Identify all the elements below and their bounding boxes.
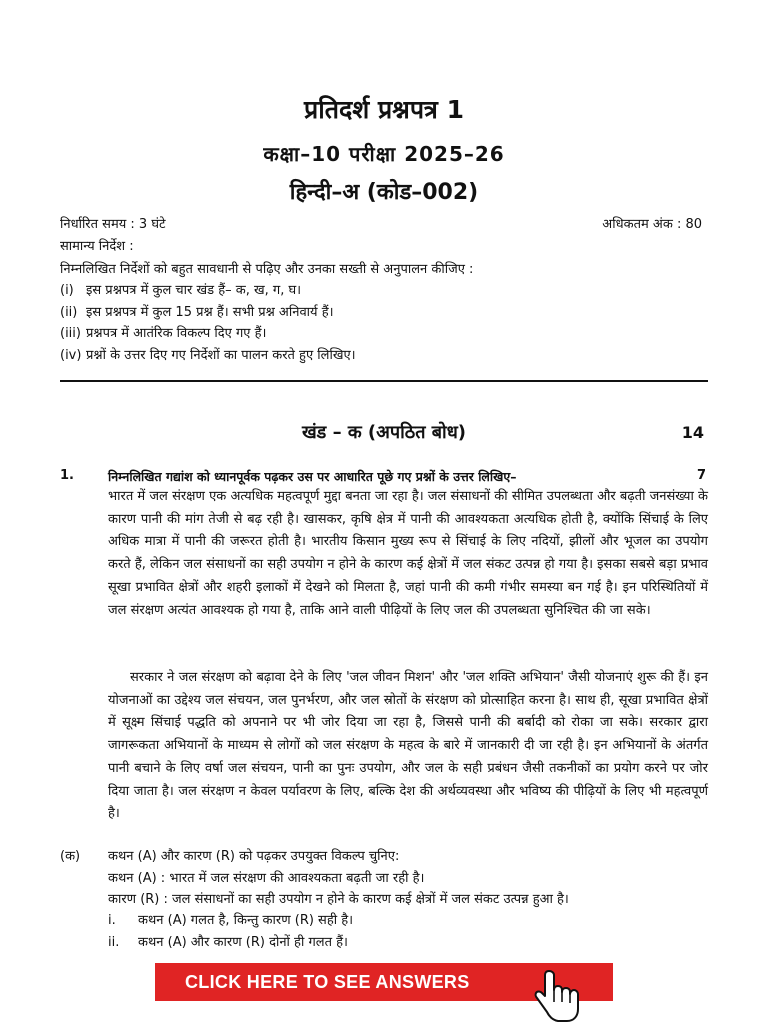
option-number: i.	[108, 913, 116, 928]
section-marks: 14	[681, 423, 704, 442]
option-text: कथन (A) गलत है, किन्तु कारण (R) सही है।	[138, 913, 354, 928]
instruction-item	[60, 302, 710, 320]
passage-paragraph-1: भारत में जल संरक्षण एक अत्यधिक महत्वपूर्ण मुद्दा बनता जा रहा है। जल संसाधनों की सीमित उपलब्धता और बढ़ती जनसंख्या के कारण पानी की मांग तेजी से बढ़ रही है। खासकर, कृषि क्षेत्र में पानी की आवश्यकता अत्यधिक होती है, क्योंकि सिंचाई के लिए अधिक मात्रा में पानी की जरूरत होती है। भारतीय किसान मुख्य रूप से सिंचाई के लिए नदियों, झीलों और भूजल का उपयोग करते हैं, लेकिन जल संसाधनों का सही उपयोग न होने के कारण कई क्षेत्रों में जल संकट उत्पन्न हो गया है। इसका सबसे बड़ा प्रभाव सूखा प्रभावित क्षेत्रों और शहरी इलाकों में देखने को मिलता है, जहां पानी की कमी गंभीर समस्या बन गई है। इन परिस्थितियों में जल संरक्षण अत्यंत आवश्यक हो गया है, ताकि आने वाली पीढ़ियों के लिए जल की उपलब्धता सुनिश्चित की जा सके।	[108, 489, 708, 618]
see-answers-button[interactable]: CLICK HERE TO SEE ANSWERS	[155, 963, 613, 1001]
subquestion-label: (क)	[60, 849, 81, 864]
pointer-hand-icon[interactable]	[534, 968, 582, 1024]
time-allowed: निर्धारित समय : 3 घंटे	[60, 217, 166, 232]
instruction-text: इस प्रश्नपत्र में कुल चार खंड हैं– क, ख, ग, घ।	[86, 283, 302, 298]
general-instructions-heading: सामान्य निर्देश :	[60, 239, 134, 254]
section-title: खंड – क (अपठित बोध)	[301, 422, 467, 443]
passage-paragraph-2: सरकार ने जल संरक्षण को बढ़ावा देने के लिए 'जल जीवन मिशन' और 'जल शक्ति अभियान' जैसी योजनाएं शुरू की हैं। इन योजनाओं का उद्देश्य जल संचयन, जल पुनर्भरण, और जल स्रोतों के संरक्षण को प्रोत्साहित करना है। साथ ही, सूखा प्रभावित क्षेत्रों में सूक्ष्म सिंचाई पद्धति को अपनाने पर भी जोर दिया जा रहा है, जिससे पानी की बर्बादी को रोका जा सके। सरकार द्वारा जागरूकता अभियानों के माध्यम से लोगों को जल संरक्षण के महत्व के बारे में जानकारी दी जा रही है। इन अभियानों के अंतर्गत पानी बचाने के लिए वर्षा जल संचयन, पानी का पुनः उपयोग, और जल के सही प्रबंधन जैसी तकनीकों का प्रयोग करने पर जोर दिया जाता है। जल संरक्षण न केवल पर्यावरण के लिए, बल्कि देश की अर्थव्यवस्था और भविष्य की पीढ़ियों के लिए भी महत्वपूर्ण है।	[108, 670, 708, 822]
instruction-number: (ii)	[60, 305, 78, 320]
assertion-statement: कथन (A) : भारत में जल संरक्षण की आवश्यकता बढ़ती जा रही है।	[108, 871, 425, 886]
question-text: निम्नलिखित गद्यांश को ध्यानपूर्वक पढ़कर उस पर आधारित पूछे गए प्रश्नों के उत्तर लिखिए–	[108, 469, 517, 484]
subject-title: हिन्दी–अ (कोड–002)	[289, 180, 479, 205]
instruction-text: प्रश्नों के उत्तर दिए गए निर्देशों का पालन करते हुए लिखिए।	[86, 348, 356, 363]
instruction-item	[60, 345, 710, 363]
option-text: कथन (A) और कारण (R) दोनों ही गलत हैं।	[138, 935, 348, 950]
reason-statement: कारण (R) : जल संसाधनों का सही उपयोग न होने के कारण कई क्षेत्रों में जल संकट उत्पन्न हुआ है।	[108, 892, 569, 907]
max-marks: अधिकतम अंक : 80	[602, 217, 702, 232]
instruction-number: (iii)	[60, 326, 81, 341]
instruction-item	[60, 323, 710, 341]
divider	[60, 380, 708, 382]
answer-option	[108, 932, 348, 950]
instruction-text: प्रश्नपत्र में आतंरिक विकल्प दिए गए हैं।	[86, 326, 267, 341]
instruction-text: इस प्रश्नपत्र में कुल 15 प्रश्न हैं। सभी प्रश्न अनिवार्य हैं।	[86, 305, 334, 320]
subquestion-prompt: कथन (A) और कारण (R) को पढ़कर उपयुक्त विकल्प चुनिए:	[108, 849, 400, 864]
answer-option	[108, 910, 353, 928]
paper-title: प्रतिदर्श प्रश्नपत्र 1	[304, 95, 464, 124]
instruction-number: (iv)	[60, 348, 82, 363]
question-number: 1.	[60, 468, 74, 483]
question-marks: 7	[696, 468, 706, 483]
option-number: ii.	[108, 935, 120, 950]
instruction-number: (i)	[60, 283, 74, 298]
instruction-item	[60, 280, 710, 298]
instructions-intro: निम्नलिखित निर्देशों को बहुत सावधानी से पढ़िए और उनका सख्ती से अनुपालन कीजिए :	[60, 262, 474, 277]
class-exam-title: कक्षा–10 परीक्षा 2025–26	[263, 142, 505, 166]
